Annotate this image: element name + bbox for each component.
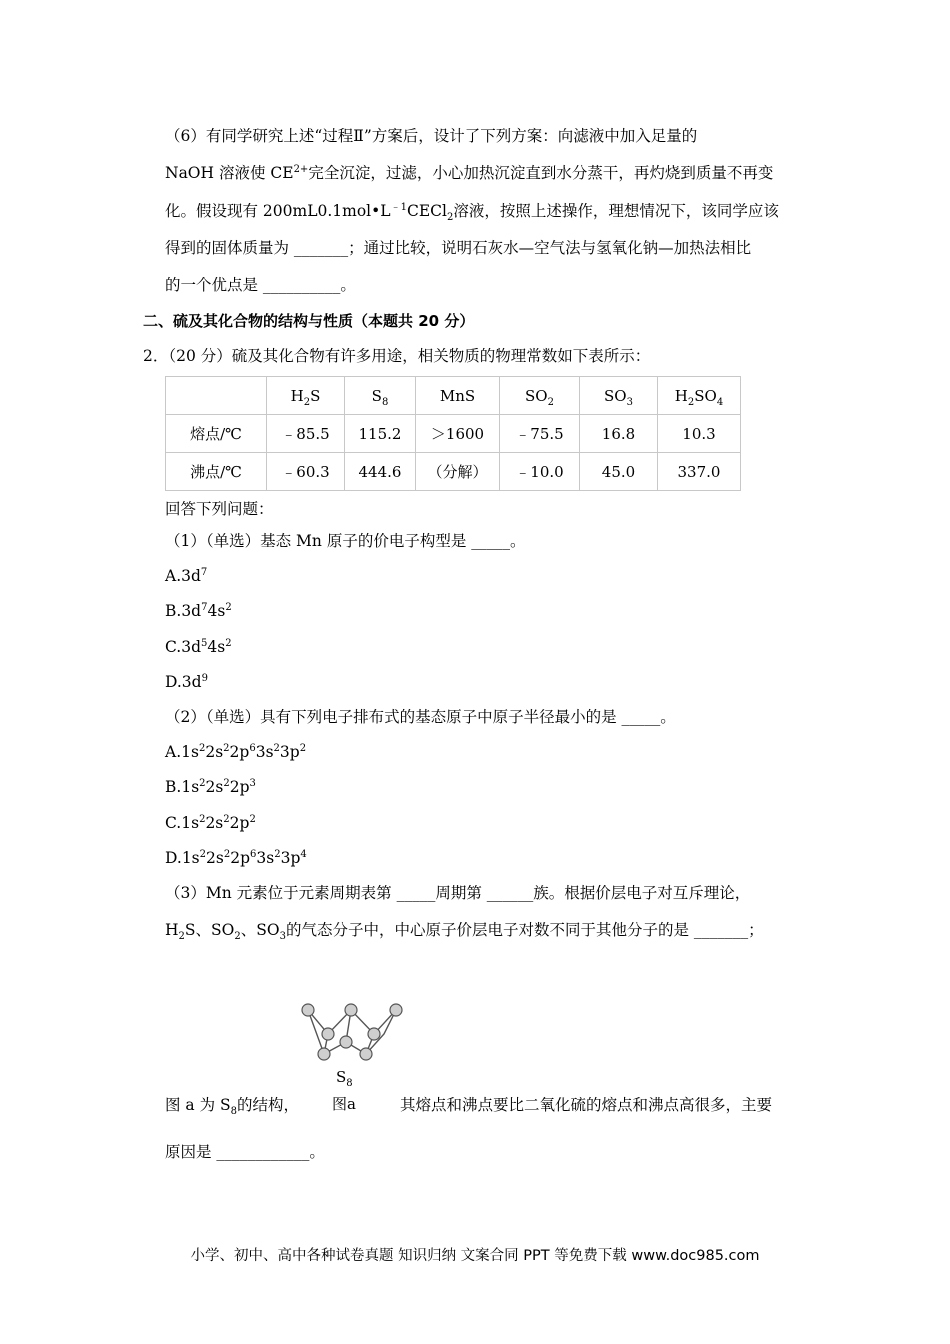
mp-so2: ﹣75.5 [500, 415, 580, 453]
q1-option-b: $B.3d^74s^2$ [165, 601, 232, 620]
header-mns: MnS [416, 377, 500, 415]
q6-line5: 的一个优点是 __________。 [165, 276, 356, 294]
bp-h2so4: 337.0 [658, 453, 741, 491]
q6-line4: 得到的固体质量为 _______；通过比较，说明石灰水—空气法与氢氧化钠—加热法相比 [165, 239, 752, 257]
bp-s8: 444.6 [345, 453, 416, 491]
figure-a-label: 图a [332, 1095, 356, 1113]
s8-crown-diagram [296, 998, 406, 1068]
section-heading: 二、硫及其化合物的结构与性质（本题共 20 分） [143, 312, 475, 330]
q6-line1: （6）有同学研究上述“过程Ⅱ”方案后，设计了下列方案：向滤液中加入足量的 [165, 127, 698, 145]
q2-option-d: $D.1s^22s^22p^63s^23p^4$ [165, 848, 307, 867]
q1-option-c: $C.3d^54s^2$ [165, 637, 232, 656]
s8-structure-figure [296, 998, 406, 1072]
mp-label: 熔点/℃ [166, 415, 267, 453]
property-table [165, 376, 741, 491]
q1-stem: （1）（单选）基态 Mn 原子的价电子构型是 _____。 [165, 532, 526, 550]
question-2-intro: 2．（20 分）硫及其化合物有许多用途，相关物质的物理常数如下表所示： [143, 347, 651, 365]
answer-prompt: 回答下列问题： [165, 500, 274, 518]
bp-so2: ﹣10.0 [500, 453, 580, 491]
q3-line2: $H_2S$、$SO_2$、$SO_3$的气态分子中，中心原子价层电子对数不同于其他分子的是 _______； [165, 921, 764, 943]
q6-line2: NaOH 溶液使 $CE^{2+}$完全沉淀，过滤，小心加热沉淀直到水分蒸干，再灼烧到质量不再变 [165, 163, 774, 182]
q3-line4: 原因是 ____________。 [165, 1143, 325, 1161]
q3-line3: 图 a 为 $S_8$的结构， [165, 1096, 300, 1118]
q2-option-a: $A.1s^22s^22p^63s^23p^2$ [165, 742, 307, 761]
header-so3: $SO_3$ [580, 377, 658, 415]
mp-h2s: ﹣85.5 [267, 415, 345, 453]
table-row-boiling [166, 453, 741, 491]
header-s8: $S_8$ [345, 377, 416, 415]
mp-s8: 115.2 [345, 415, 416, 453]
header-h2s: $H_2S$ [267, 377, 345, 415]
q3-line1: （3）Mn 元素位于元素周期表第 _____周期第 ______族。根据价层电子对互斥理论， [165, 884, 751, 902]
table-row-melting [166, 415, 741, 453]
mp-mns: ＞1600 [416, 415, 500, 453]
header-so2: $SO_2$ [500, 377, 580, 415]
bp-so3: 45.0 [580, 453, 658, 491]
q1-option-a: $A.3d^7$ [165, 566, 208, 585]
bp-mns: （分解） [416, 453, 500, 491]
bp-label: 沸点/℃ [166, 453, 267, 491]
q6-line3: 化。假设现有 $200mL0.1mol•L^{﹣1}CECl_2$溶液，按照上述操作，理想情况下，该同学应该 [165, 201, 779, 224]
header-h2so4: $H_2SO_4$ [658, 377, 741, 415]
mp-so3: 16.8 [580, 415, 658, 453]
s8-label: $S_8$ [336, 1068, 353, 1089]
bp-h2s: ﹣60.3 [267, 453, 345, 491]
table-header-row [166, 377, 741, 415]
q2-option-b: $B.1s^22s^22p^3$ [165, 777, 256, 796]
mp-h2so4: 10.3 [658, 415, 741, 453]
q2-stem: （2）（单选）具有下列电子排布式的基态原子中原子半径最小的是 _____。 [165, 708, 676, 726]
q2-option-c: $C.1s^22s^22p^2$ [165, 813, 256, 832]
q1-option-d: $D.3d^9$ [165, 672, 208, 691]
q3-line3-cont: 其熔点和沸点要比二氧化硫的熔点和沸点高很多，主要 [400, 1096, 773, 1114]
page-footer: 小学、初中、高中各种试卷真题 知识归纳 文案合同 PPT 等免费下载 www.doc985.com [190, 1248, 760, 1264]
header-empty [166, 377, 267, 415]
